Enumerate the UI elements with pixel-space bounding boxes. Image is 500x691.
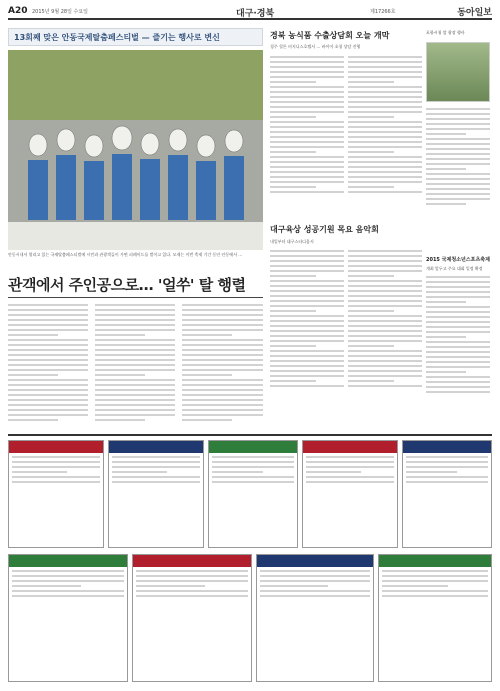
masthead xyxy=(8,6,492,20)
section2-title: 2015 국제청소년스포츠축제 xyxy=(426,257,490,263)
body-column-3 xyxy=(182,304,263,428)
festival-photo-illustration xyxy=(8,50,263,250)
story1-title: 경북 농식품 수출상담회 오늘 개막 xyxy=(270,31,390,40)
story1-column-1 xyxy=(270,56,344,216)
story2-title: 대구육상 성공기원 목요 음악회 xyxy=(270,225,379,234)
main-headline: 관객에서 주인공으로… '얼쑤' 탈 행렬 xyxy=(8,276,246,294)
page-number: A20 xyxy=(8,6,28,16)
ad-header-2 xyxy=(109,441,203,453)
festival-photo xyxy=(8,50,263,250)
body-column-2 xyxy=(95,304,175,428)
ad-header-6 xyxy=(9,555,127,567)
ad-box-1 xyxy=(8,440,104,548)
ad-header-7 xyxy=(133,555,251,567)
ad-box-6 xyxy=(8,554,128,682)
side-story-text xyxy=(426,108,490,210)
side-photo-title: 포항시청 앞 광장 행사 xyxy=(426,30,465,35)
ad-header-3 xyxy=(209,441,297,453)
body-column-1 xyxy=(8,304,88,428)
story-title-bar xyxy=(8,28,263,46)
ad-header-8 xyxy=(257,555,373,567)
side-photo xyxy=(426,42,490,102)
ad-box-7 xyxy=(132,554,252,682)
story2-column-1 xyxy=(270,250,344,418)
issue-date: 2015년 9월 28일 수요일 xyxy=(32,9,89,15)
edition-number: 제17266호 xyxy=(370,9,396,15)
classified-ads xyxy=(8,434,492,686)
ad-box-3 xyxy=(208,440,298,548)
ad-header-5 xyxy=(403,441,491,453)
section2-text xyxy=(426,276,490,418)
story2-column-2 xyxy=(348,250,422,418)
main-story xyxy=(8,28,263,428)
ad-box-9 xyxy=(378,554,492,682)
section2-subtitle: 개최 앞두고 주요 대회 일정 확정 xyxy=(426,266,483,271)
ad-box-4 xyxy=(302,440,398,548)
ad-box-5 xyxy=(402,440,492,548)
ad-box-8 xyxy=(256,554,374,682)
story1-column-2 xyxy=(348,56,422,216)
ad-box-2 xyxy=(108,440,204,548)
story-title: 13회째 맞은 안동국제탈춤페스티벌 — 즐기는 행사로 변신 xyxy=(14,33,220,42)
photo-caption: 안동시내서 열리고 있는 국제탈춤페스티벌에 시민과 관광객들이 가면 퍼레이드를 벌이고 있다. 모제는 이번 축제 기간 동안 안동에서 … xyxy=(8,252,243,257)
ad-header-1 xyxy=(9,441,103,453)
ad-header-4 xyxy=(303,441,397,453)
section-title: 대구·경북 xyxy=(236,9,275,19)
paper-name: 동아일보 xyxy=(457,8,492,18)
story1-subtitle: 경주 힐튼 비지니스호텔서 … 바이어 초청 상담 진행 xyxy=(270,44,361,49)
story2-subhead: 내일부터 대구스타디움서 xyxy=(270,239,314,244)
ad-header-9 xyxy=(379,555,491,567)
headline-rule xyxy=(8,297,263,298)
